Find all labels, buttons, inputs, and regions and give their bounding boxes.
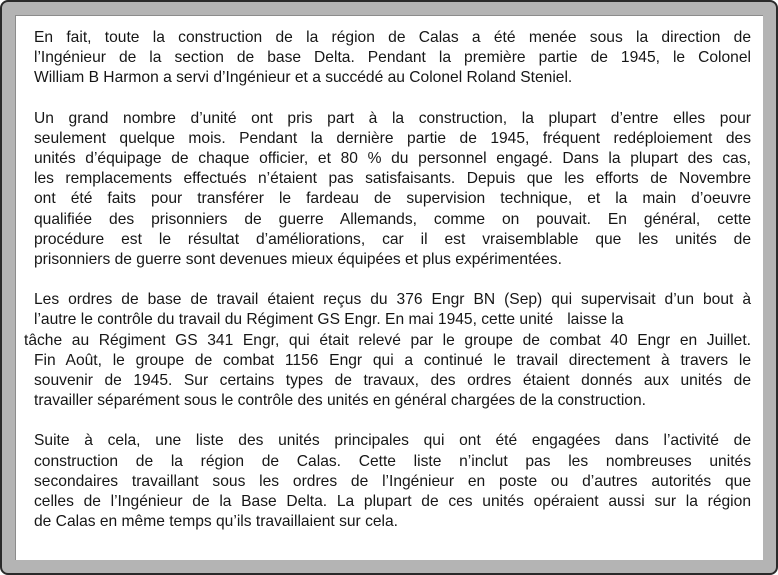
text-segment: l’autre le contrôle du travail du Régiment GS Engr. En mai 1945, cette unité — [34, 311, 554, 329]
text-line — [34, 310, 751, 330]
text-line: secondaires travaillant sous les ordres de l’Ingénieur en poste ou d’autres autorités que — [34, 472, 751, 490]
text-line: les remplacements effectués n’étaient pas satisfaisants. Depuis que les efforts de Novembre — [34, 170, 751, 188]
text-line: Un grand nombre d’unité ont pris part à la construction, la plupart d’entre elles pour — [34, 109, 751, 127]
inserted-text: laisse la — [567, 311, 624, 329]
text-line: de Calas en même temps qu’ils travaillaient sur cela. — [34, 513, 399, 531]
paragraph-2 — [34, 109, 751, 271]
text-line: William B Harmon a servi d’Ingénieur et a succédé au Colonel Roland Steniel. — [34, 69, 573, 87]
text-line: seulement quelque mois. Pendant la dernière partie de 1945, fréquent redéploiement des — [34, 129, 751, 147]
paragraph-3 — [24, 290, 751, 411]
text-line: Suite à cela, une liste des unités principales qui ont été engagées dans l’activité de — [34, 432, 751, 450]
text-line: tâche au Régiment GS 341 Engr, qui était relevé par le groupe de combat 40 Engr en Juillet. — [24, 331, 751, 349]
text-line: unités d’équipage de chaque officier, et 80 % du personnel engagé. Dans la plupart des cas, — [34, 150, 751, 168]
document-page — [15, 15, 763, 560]
text-line: Les ordres de base de travail étaient reçus du 376 Engr BN (Sep) qui supervisait d’un bout à — [34, 291, 751, 309]
text-line: En fait, toute la construction de la région de Calas a été menée sous la direction de — [34, 29, 751, 46]
text-line: procédure est le résultat d’améliorations, car il est vraisemblable que les unités de — [34, 230, 751, 248]
text-line: prisonniers de guerre sont devenues mieux équipées et plus expérimentées. — [34, 251, 562, 269]
text-line: travailler séparément sous le contrôle des unités en général chargées de la construction. — [34, 392, 646, 410]
text-line: qualifiée des prisonniers de guerre Allemands, comme on pouvait. En général, cette — [34, 210, 751, 228]
text-line: construction de la région de Calas. Cette liste n’inclut pas les nombreuses unités — [34, 452, 751, 470]
text-line: l’Ingénieur de la section de base Delta. Pendant la première partie de 1945, le Colonel — [34, 49, 751, 67]
paragraph-1 — [34, 28, 751, 89]
text-line: souvenir de 1945. Sur certains types de travaux, des ordres étaient donnés aux unités de — [34, 372, 751, 390]
document-body — [24, 28, 751, 552]
text-line: celles de l’Ingénieur de la Base Delta. La plupart de ces unités opéraient aussi sur la région — [34, 493, 751, 511]
text-line: ont été faits pour transférer le fardeau de supervision technique, et la main d’oeuvre — [34, 190, 751, 208]
paragraph-4 — [34, 431, 751, 532]
text-line: Fin Août, le groupe de combat 1156 Engr qui a continué le travail directement à travers le — [34, 351, 751, 369]
